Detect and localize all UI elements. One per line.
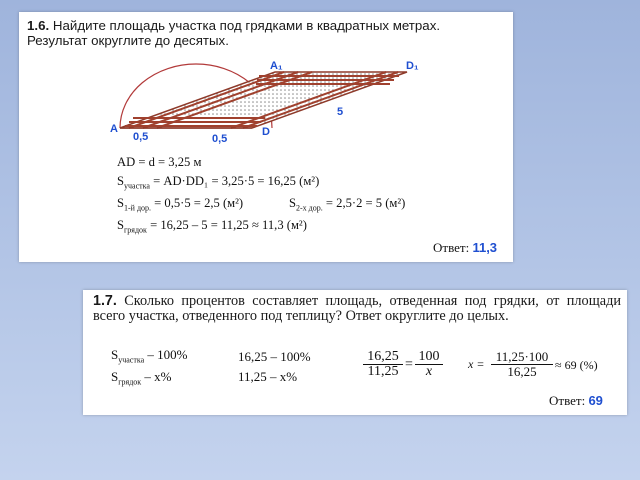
problem-2-answer: [549, 393, 603, 409]
solution-line-1: AD = d = 3,25 м: [117, 155, 202, 169]
approx-result: ≈ 69 (%): [555, 358, 598, 372]
proportion-row-1: $S_{участка} - 100\%$: [111, 347, 188, 365]
label-05-left: 0,5: [133, 131, 149, 143]
values-row-1: 16,25 – 100%: [238, 349, 311, 364]
label-d: D: [262, 126, 270, 138]
solution-line-4: $S_{грядок} = 16,25 - 5 = 11,25 \approx 11,3$ (м²): [117, 218, 307, 235]
answer-label: Ответ:: [549, 393, 586, 408]
problem-2-text: Сколько процентов составляет площадь, отведенная под грядки, от площади всего участка, отведенного под теплицу? Ответ округлите до целых.: [93, 293, 621, 324]
problem-1-number: 1.6.: [27, 18, 50, 33]
fraction-3: $\frac{11,25\cdot 100}{16,25}$: [491, 350, 553, 379]
answer-label: Ответ:: [433, 240, 470, 255]
answer-value: 69: [588, 393, 603, 408]
x-equals: x =: [468, 357, 485, 371]
values-row-2: 11,25 – x%: [238, 369, 298, 384]
label-05-right: 0,5: [212, 133, 228, 145]
label-5: 5: [337, 106, 344, 118]
solution-line-3b: $S_{2-х дор.} = 2,5\cdot 2 = 5$ (м²): [289, 196, 406, 213]
problem-1-answer: [433, 240, 497, 256]
solution-line-3a: $S_{1-й дор.} = 0,5\cdot 5 = 2,5$ (м²): [117, 196, 244, 213]
proportion-row-2: $S_{грядок} - x\%$: [111, 369, 172, 387]
equals-sign: =: [405, 357, 413, 372]
label-a: A: [110, 123, 118, 135]
problem-2-number: 1.7.: [93, 293, 117, 309]
answer-value: 11,3: [472, 240, 498, 255]
problem-2-statement: [93, 294, 621, 324]
label-a1: A₁: [270, 60, 283, 72]
label-d1: D₁: [406, 60, 419, 72]
fraction-1: $\frac{16,25}{11,25}$: [363, 350, 403, 379]
problem-2-card: [83, 290, 627, 415]
problem-1-text-line1: Найдите площадь участка под грядками в квадратных метрах.: [52, 18, 441, 33]
fraction-2: $\frac{100}{x}$: [415, 350, 443, 379]
solution-line-2: $S_{участка} = AD\cdot DD_1 = 3,25\cdot 5 = 16,25$ (м²): [117, 174, 320, 191]
problem-1-text-line2: Результат округлите до десятых.: [27, 33, 229, 48]
problem-1-card: [19, 12, 513, 262]
